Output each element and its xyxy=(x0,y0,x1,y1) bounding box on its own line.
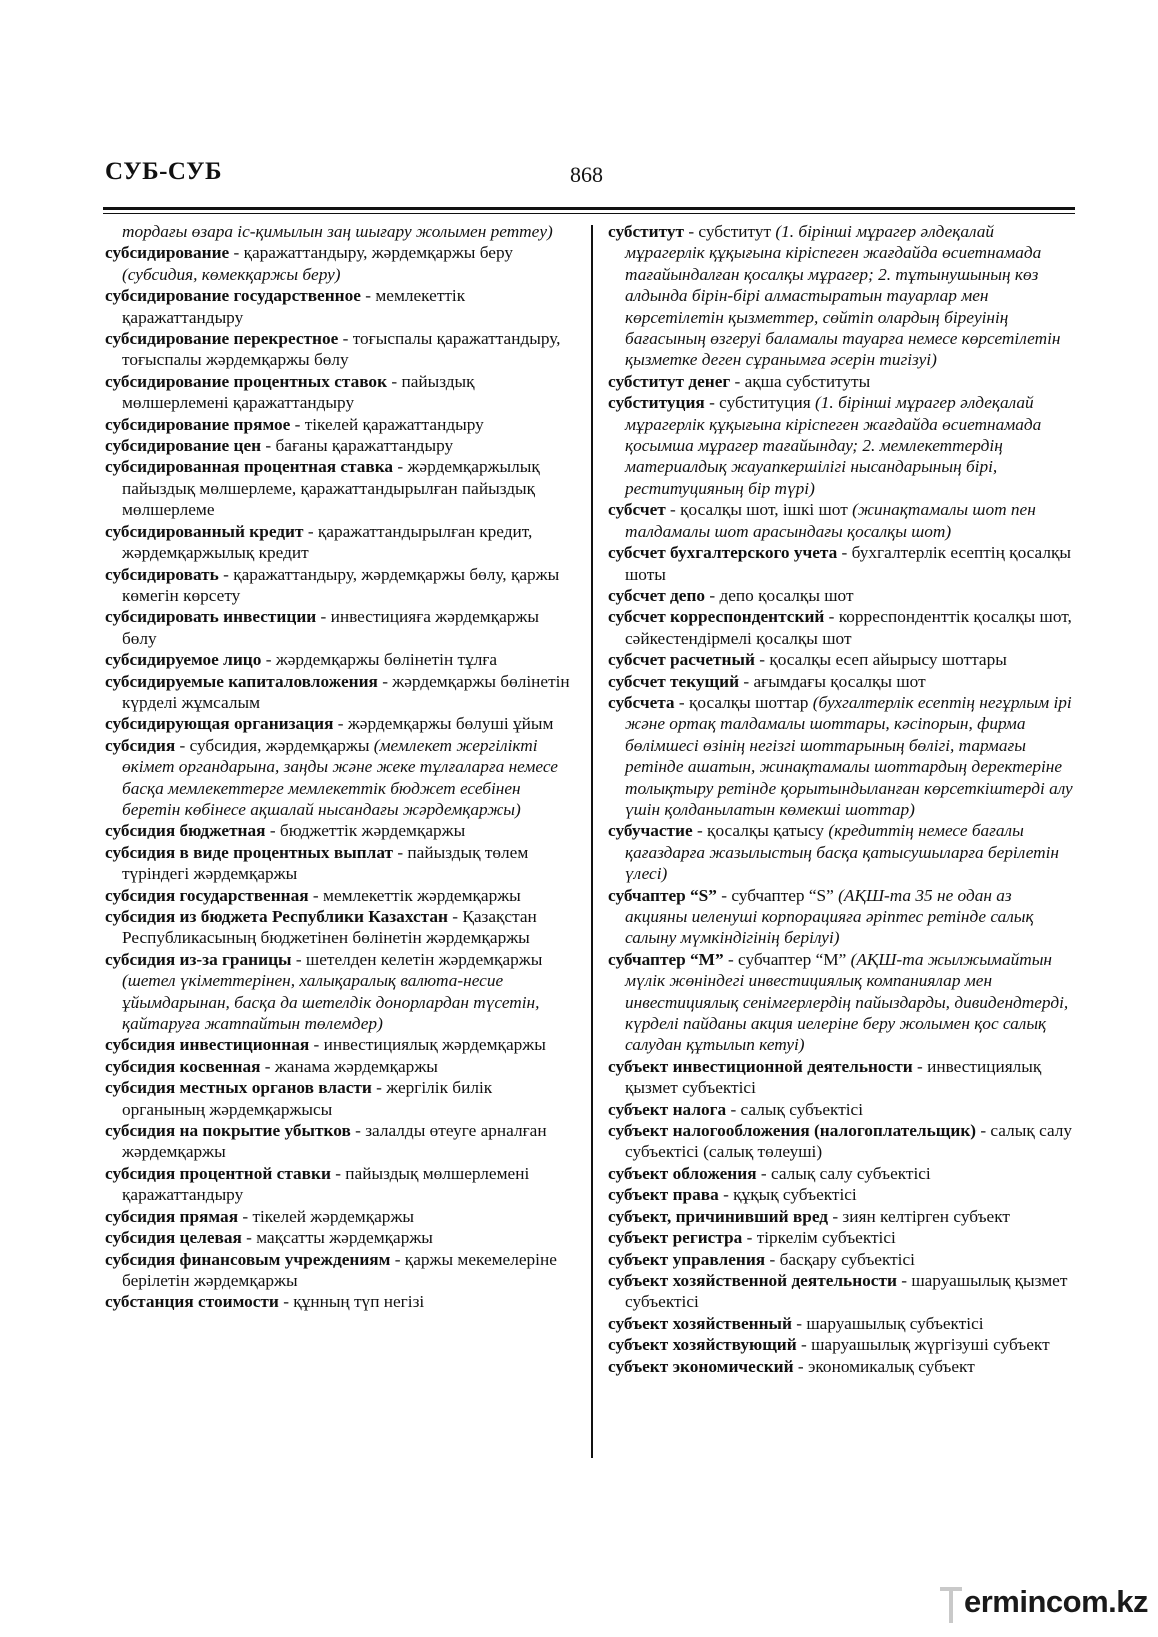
entry-definition: - шаруашылық субъектісі xyxy=(791,1313,984,1333)
entry-definition: - жанама жәрдемқаржы xyxy=(260,1056,438,1076)
entry-definition: - шаруашылық қызмет субъектісі xyxy=(625,1270,1068,1312)
entry-note: (кредиттің немесе бағалы қағаздарға жазылыстың басқа қатысушыларға берілетін үлесі) xyxy=(625,821,1059,884)
entry-note: (субсидия, көмекқаржы беру) xyxy=(122,264,341,284)
dictionary-entry xyxy=(608,1163,1075,1184)
dictionary-entry xyxy=(608,1227,1075,1248)
dictionary-entry xyxy=(608,542,1075,585)
entry-term: субсидирование процентных ставок xyxy=(105,371,388,391)
entry-term: субсчет xyxy=(608,500,666,520)
dictionary-entry xyxy=(105,735,575,821)
entry-definition: - корреспонденттік қосалқы шот, сәйкестендірмелі қосалқы шот xyxy=(625,607,1072,648)
entry-term: субсидировать xyxy=(105,564,219,584)
entry-note: (мемлекет жергілікті өкімет органдарына, заңды және жеке тұлғаларға немесе басқа мемлекеттерге мемлекеттік бюджет есебінен беретін көбінесе ақшалай нысандағы жәрдемқаржы) xyxy=(122,735,558,819)
dictionary-entry xyxy=(105,285,575,328)
entry-definition: - бюджеттік жәрдемқаржы xyxy=(265,821,466,841)
entry-term: субсидия инвестиционная xyxy=(105,1035,310,1055)
entry-definition: - салық салу субъектісі (салық төлеуші) xyxy=(625,1121,1073,1162)
entry-term: субсидированный кредит xyxy=(105,521,304,541)
entry-note: тордағы өзара іс-қимылын заң шығару жолымен реттеу) xyxy=(122,222,553,241)
dictionary-entry xyxy=(105,328,575,371)
dictionary-entry xyxy=(608,499,1075,542)
entry-definition: - субститут xyxy=(684,222,776,241)
entry-note: (АҚШ-та 35 не одан аз акцияны иеленуші корпорацияға әріптес ретінде салық салыну мүмкіндігінің берілуі) xyxy=(625,885,1034,948)
dictionary-entry xyxy=(105,671,575,714)
dictionary-entry xyxy=(105,1034,575,1055)
entry-term: субъект права xyxy=(608,1185,719,1205)
entry-definition: - жәрдемқаржы бөлінетін тұлға xyxy=(261,650,498,670)
entry-term: субсидируемые капиталовложения xyxy=(105,671,378,691)
page-number: 868 xyxy=(570,162,603,187)
entry-definition: - мемлекеттік жәрдемқаржы xyxy=(308,885,521,905)
left-column xyxy=(105,221,575,1313)
entry-term: субсидия бюджетная xyxy=(105,821,266,841)
entry-definition: - жәрдемқаржы бөлінетін күрделі жұмсалым xyxy=(122,671,570,712)
entry-definition: - құқық субъектісі xyxy=(718,1185,857,1205)
entry-definition: - мемлекеттік қаражаттандыру xyxy=(122,286,466,327)
right-column xyxy=(608,221,1075,1377)
dictionary-entry xyxy=(608,649,1075,670)
entry-term: субсидировать инвестиции xyxy=(105,607,317,627)
entry-definition: - инвестицияға жәрдемқаржы бөлу xyxy=(122,607,539,648)
entry-definition: - қосалқы есеп айырысу шоттары xyxy=(754,650,1007,670)
dictionary-entry xyxy=(105,1056,575,1077)
entry-definition: - жергілік билік органының жәрдемқаржысы xyxy=(122,1078,493,1119)
dictionary-entry xyxy=(105,1249,575,1292)
entry-term: субсчет депо xyxy=(608,585,706,605)
entry-term: субсидия косвенная xyxy=(105,1056,261,1076)
entry-definition: - шаруашылық жүргізуші субъект xyxy=(796,1335,1050,1355)
entry-term: субстанция стоимости xyxy=(105,1292,279,1312)
entry-definition: - инвестициялық жәрдемқаржы xyxy=(309,1035,546,1055)
entry-term: субсидия на покрытие убытков xyxy=(105,1121,351,1141)
entry-term: субститут денег xyxy=(608,371,731,391)
entry-term: субъект хозяйствующий xyxy=(608,1335,797,1355)
entry-term: субсидия государственная xyxy=(105,885,309,905)
dictionary-entry xyxy=(608,1120,1075,1163)
entry-term: субсидируемое лицо xyxy=(105,650,262,670)
entry-term: субсчет расчетный xyxy=(608,650,755,670)
entry-term: субсидия финансовым учреждениям xyxy=(105,1249,391,1269)
entry-definition: - тікелей жәрдемқаржы xyxy=(238,1206,414,1226)
entry-definition: - қосалқы шот, ішкі шот xyxy=(665,500,853,520)
dictionary-entry xyxy=(608,1206,1075,1227)
dictionary-entry xyxy=(608,1249,1075,1270)
entry-definition: - субчаптер “М” xyxy=(723,949,851,969)
dictionary-entry xyxy=(608,1099,1075,1120)
dictionary-entry xyxy=(105,713,575,734)
dictionary-entry xyxy=(608,585,1075,606)
entry-definition: - субституция xyxy=(704,393,816,413)
entry-definition: - қаражаттандыру, жәрдемқаржы беру xyxy=(229,243,514,263)
entry-definition: - тоғыспалы қаражаттандыру, тоғыспалы жәрдемқаржы бөлу xyxy=(122,329,561,370)
entry-term: субсидия из бюджета Республики Казахстан xyxy=(105,907,448,926)
entry-term: субъект налога xyxy=(608,1099,727,1119)
entry-definition: - Қазақстан Республикасының бюджетінен бөлінетін жәрдемқаржы xyxy=(122,907,537,948)
entry-definition: - мақсатты жәрдемқаржы xyxy=(241,1228,433,1248)
dictionary-entry xyxy=(608,820,1075,884)
entry-term: субсидирование государственное xyxy=(105,286,361,306)
entry-term: субъект управления xyxy=(608,1249,766,1269)
entry-definition: - тіркелім субъектісі xyxy=(742,1228,896,1248)
dictionary-entry xyxy=(105,456,575,520)
dictionary-entry xyxy=(105,606,575,649)
entry-note: (1. бірінші мұрагер әлдеқалай мұрагерлік құқығына кіріспеген жағдайда өсиетнамада тағайындалған қосалқы мұрагер; 2. тұтынушының көз алдында бірін-бірі алмастыратын тауарлар мен көрсетілетін қызметтер, сөйтіп олардың біреуінің бағасының өзгеруі баламалы тауарға немесе көрсетілетін қызметке деген сұранымға әсерін тигізуі) xyxy=(625,222,1061,370)
dictionary-entry xyxy=(105,949,575,1035)
watermark-logo xyxy=(940,1582,1150,1626)
entry-term: субъект, причинивший вред xyxy=(608,1206,829,1226)
entry-definition: - субсидия, жәрдемқаржы xyxy=(175,735,374,755)
entry-definition: - залалды өтеуге арналған жәрдемқаржы xyxy=(122,1121,547,1162)
dictionary-entry xyxy=(105,649,575,670)
dictionary-entry xyxy=(608,692,1075,820)
dictionary-entry xyxy=(105,1163,575,1206)
dictionary-entry xyxy=(608,885,1075,949)
entry-note: (шетел үкіметтерінен, халықаралық валюта-несие ұйымдарынан, басқа да шетелдік донорлардан түсетін, қайтаруға жатпайтын төлемдер) xyxy=(122,971,540,1034)
entry-term: субсчета xyxy=(608,692,675,712)
dictionary-entry xyxy=(608,606,1075,649)
entry-term: субсидирующая организация xyxy=(105,714,334,734)
header-rule-thin xyxy=(103,213,1075,214)
dictionary-entry xyxy=(105,564,575,607)
entry-definition: - пайыздық мөлшерлемені қаражаттандыру xyxy=(122,1163,530,1205)
entry-definition: - пайыздық мөлшерлемені қаражаттандыру xyxy=(122,371,475,413)
dictionary-entry xyxy=(608,392,1075,499)
dictionary-entry xyxy=(105,906,575,949)
entry-term: субституция xyxy=(608,393,705,413)
entry-definition: - қаржы мекемелеріне берілетін жәрдемқаржы xyxy=(122,1249,557,1290)
entry-definition: - ақша субституты xyxy=(730,371,871,391)
dictionary-entry xyxy=(608,671,1075,692)
entry-definition: - қосалқы шоттар xyxy=(674,692,813,712)
entry-term: субучастие xyxy=(608,821,693,841)
entry-note: (бухгалтерлік есептің негұрлым ірі және ортақ талдамалы шоттары, кәсіпорын, фирма бөлімшесі өзінің негізгі шоттарының бөлігі, тармағы ретінде ашатын, жинақтамалы шоттардың деректеріне толықтыру ретінде қорытындыланған көрсеткіштерді алу үшін қолданылатын көмекші шоттар) xyxy=(625,692,1073,819)
entry-term: субсидия целевая xyxy=(105,1228,242,1248)
dictionary-entry xyxy=(608,1356,1075,1377)
entry-definition: - қаражаттандыру, жәрдемқаржы бөлу, қаржы көмегін көрсету xyxy=(122,564,560,605)
entry-definition: - қаражаттандырылған кредит, жәрдемқаржылық кредит xyxy=(122,521,533,563)
entry-note: (1. бірінші мұрагер әлдеқалай мұрагерлік құқығына кіріспеген жағдайда өсиетнамада қосымша мұрагер тағайындау; 2. мемлекеттердің материалдық жауапкершілігі нысандарының бірі, реституцияның бір түрі) xyxy=(625,393,1042,498)
dictionary-entry xyxy=(608,1184,1075,1205)
entry-term: субъект обложения xyxy=(608,1163,757,1183)
dictionary-entry xyxy=(608,1313,1075,1334)
dictionary-entry xyxy=(608,1056,1075,1099)
dictionary-entry xyxy=(608,1270,1075,1313)
entry-term: субсидирование перекрестное xyxy=(105,329,339,349)
entry-term: субчаптер “М” xyxy=(608,949,724,969)
entry-term: субъект хозяйственный xyxy=(608,1313,792,1333)
entry-term: субсидированная процентная ставка xyxy=(105,457,394,477)
entry-term: субсчет корреспондентский xyxy=(608,607,825,627)
entry-term: субъект регистра xyxy=(608,1228,743,1248)
entry-definition: - қосалқы қатысу xyxy=(692,821,829,841)
entry-note: (жинақтамалы шот пен талдамалы шот арасындағы қосалқы шот) xyxy=(625,500,1036,541)
entry-definition: - тікелей қаражаттандыру xyxy=(290,414,484,434)
entry-term: субсидия из-за границы xyxy=(105,949,292,969)
entry-term: субститут xyxy=(608,222,685,241)
column-divider xyxy=(591,225,593,1458)
dictionary-entry xyxy=(105,521,575,564)
entry-note: (АҚШ-та жылжымайтын мүлік жөніндегі инвестициялық компаниялар мен инвестициялық сенімгерлердің пайыздарды, дивидендтерді, күрделі пайданы акция иелеріне беру жолымен қос салық салудан құтылып кетуі) xyxy=(625,949,1069,1055)
entry-term: субсидия прямая xyxy=(105,1206,239,1226)
entry-definition: - шетелден келетін жәрдемқаржы xyxy=(291,949,543,969)
entry-definition: - жәрдемқаржы бөлуші ұйым xyxy=(333,714,554,734)
dictionary-entry xyxy=(608,221,1075,371)
header-rule-thick xyxy=(103,207,1075,210)
dictionary-entry xyxy=(105,221,575,242)
entry-definition: - зиян келтірген субъект xyxy=(828,1206,1010,1226)
dictionary-entry xyxy=(105,242,575,285)
entry-definition: - инвестициялық қызмет субъектісі xyxy=(625,1056,1042,1098)
entry-term: субсчет текущий xyxy=(608,671,740,691)
entry-definition: - субчаптер “S” xyxy=(716,885,839,905)
entry-term: субсчет бухгалтерского учета xyxy=(608,543,838,563)
dictionary-entry xyxy=(105,1120,575,1163)
entry-definition: - салық субъектісі xyxy=(726,1099,864,1119)
entry-definition: - ағымдағы қосалқы шот xyxy=(739,671,926,691)
entry-term: субсидия процентной ставки xyxy=(105,1163,331,1183)
entry-term: субсидия в виде процентных выплат xyxy=(105,842,394,862)
entry-definition: - құнның түп негізі xyxy=(278,1292,425,1312)
entry-term: субъект инвестиционной деятельности xyxy=(608,1056,913,1076)
dictionary-entry xyxy=(608,371,1075,392)
entry-term: субсидия xyxy=(105,735,176,755)
entry-term: субъект хозяйственной деятельности xyxy=(608,1270,897,1290)
dictionary-entry xyxy=(105,435,575,456)
entry-definition: - экономикалық субъект xyxy=(793,1356,975,1376)
dictionary-entry xyxy=(105,414,575,435)
dictionary-entry xyxy=(105,1206,575,1227)
entry-definition: - бағаны қаражаттандыру xyxy=(261,436,454,456)
dictionary-entry xyxy=(105,371,575,414)
entry-definition: - пайыздық төлем түріндегі жәрдемқаржы xyxy=(122,842,529,884)
entry-term: субъект экономический xyxy=(608,1356,794,1376)
dictionary-entry xyxy=(105,1077,575,1120)
dictionary-entry xyxy=(608,949,1075,1056)
entry-definition: - бухгалтерлік есептің қосалқы шоты xyxy=(625,543,1071,584)
dictionary-entry xyxy=(608,1334,1075,1355)
entry-term: субсидирование xyxy=(105,243,230,263)
watermark-t-stem xyxy=(949,1587,953,1623)
page-header-title: СУБ-СУБ xyxy=(105,158,223,185)
dictionary-entry xyxy=(105,1227,575,1248)
entry-term: субсидия местных органов власти xyxy=(105,1078,372,1098)
entry-definition: - басқару субъектісі xyxy=(765,1249,915,1269)
entry-definition: - депо қосалқы шот xyxy=(705,585,854,605)
entry-term: субчаптер “S” xyxy=(608,885,717,905)
entry-definition: - жәрдемқаржылық пайыздық мөлшерлеме, қаражаттандырылған пайыздық мөлшерлеме xyxy=(122,457,540,520)
watermark-text: ermincom.kz xyxy=(964,1584,1149,1619)
entry-term: субсидирование цен xyxy=(105,436,262,456)
dictionary-entry xyxy=(105,885,575,906)
dictionary-entry xyxy=(105,842,575,885)
entry-term: субсидирование прямое xyxy=(105,414,291,434)
entry-definition: - салық салу субъектісі xyxy=(756,1163,931,1183)
dictionary-entry xyxy=(105,820,575,841)
entry-term: субъект налогообложения (налогоплательщик) xyxy=(608,1121,977,1141)
dictionary-entry xyxy=(105,1291,575,1312)
